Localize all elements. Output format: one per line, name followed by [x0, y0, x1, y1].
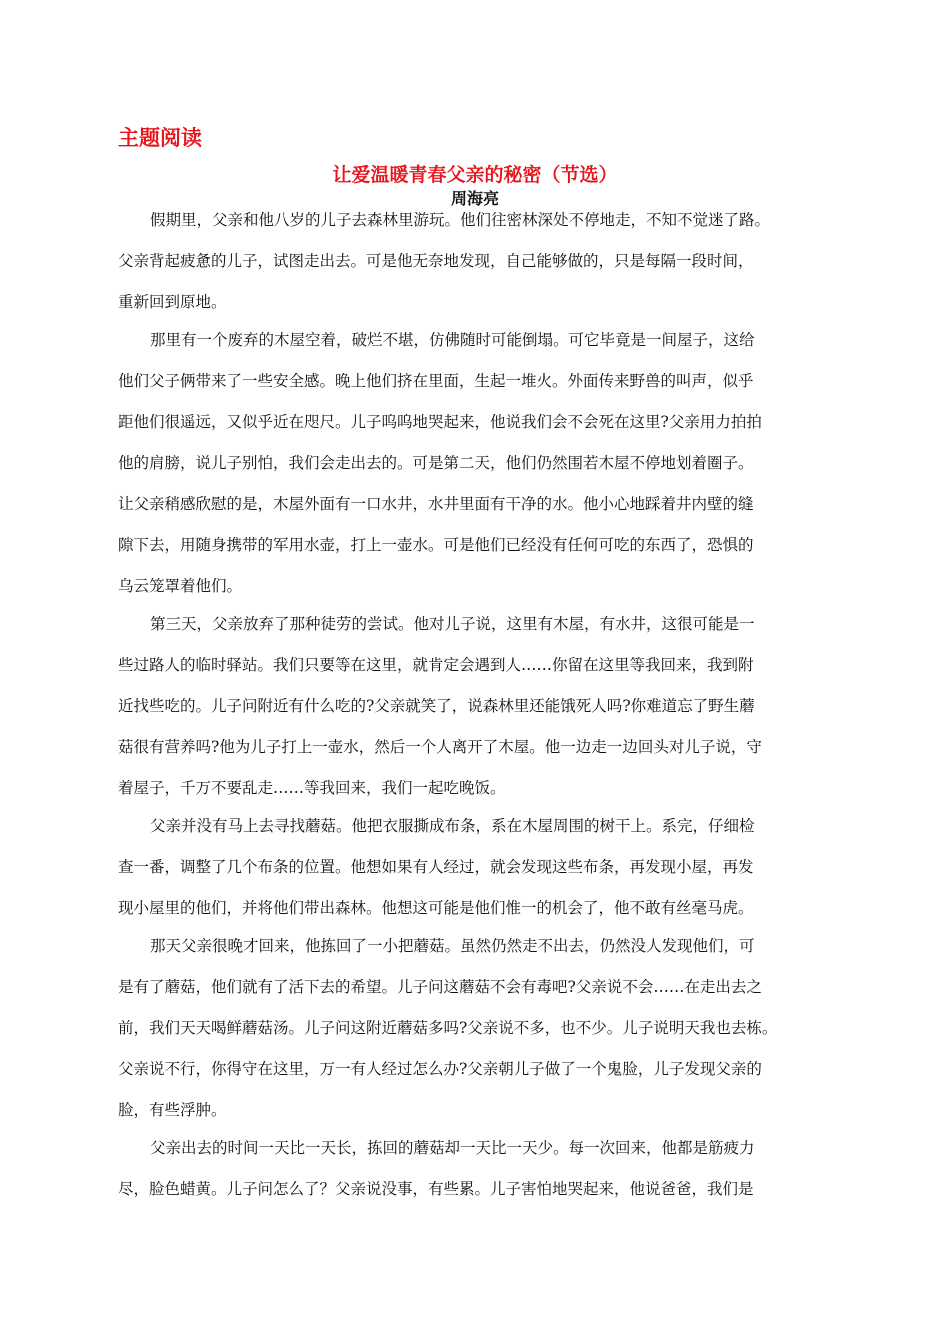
text-line: 父亲说不行，你得守在这里，万一有人经过怎么办?父亲朝儿子做了一个鬼脸，儿子发现父亲的 [118, 1060, 762, 1078]
text-line: 现小屋里的他们，并将他们带出森林。他想这可能是他们惟一的机会了，他不敢有丝毫马虎。 [118, 899, 754, 917]
text-line: 父亲并没有马上去寻找蘑菇。他把衣服撕成布条，系在木屋周围的树干上。系完，仔细检 [150, 817, 755, 835]
text-line: 让父亲稍感欣慰的是，木屋外面有一口水井，水井里面有干净的水。他小心地踩着井内壁的缝 [118, 495, 754, 513]
text-line: 脸，有些浮肿。 [118, 1101, 227, 1119]
author-name: 周海亮 [450, 189, 499, 208]
text-line: 那里有一个废弃的木屋空着，破烂不堪，仿佛随时可能倒塌。可它毕竟是一间屋子，这给 [150, 331, 755, 349]
text-line: 菇很有营养吗?他为儿子打上一壶水，然后一个人离开了木屋。他一边走一边回头对儿子说，守 [118, 738, 762, 756]
text-line: 隙下去，用随身携带的军用水壶，打上一壶水。可是他们已经没有任何可吃的东西了，恐惧的 [118, 536, 754, 554]
text-line: 前，我们天天喝鲜蘑菇汤。儿子问这附近蘑菇多吗?父亲说不多，也不少。儿子说明天我也去栋。 [118, 1019, 778, 1037]
text-line: 他们父子俩带来了一些安全感。晚上他们挤在里面，生起一堆火。外面传来野兽的叫声，似乎 [118, 372, 754, 390]
text-line: 是有了蘑菇，他们就有了活下去的希望。儿子问这蘑菇不会有毒吧?父亲说不会……在走出去之 [118, 978, 762, 996]
text-line: 些过路人的临时驿站。我们只要等在这里，就肯定会遇到人……你留在这里等我回来，我到附 [118, 656, 754, 674]
article-title: 让爱温暖青春父亲的秘密（节选） [332, 164, 618, 186]
text-line: 重新回到原地。 [118, 293, 227, 311]
text-line: 乌云笼罩着他们。 [118, 577, 243, 595]
text-line: 距他们很遥远，又似乎近在咫尺。儿子呜呜地哭起来，他说我们会不会死在这里?父亲用力拍拍 [118, 413, 762, 431]
text-line: 父亲出去的时间一天比一天长，拣回的蘑菇却一天比一天少。每一次回来，他都是筋疲力 [150, 1139, 755, 1157]
text-line: 父亲背起疲惫的儿子，试图走出去。可是他无奈地发现，自己能够做的，只是每隔一段时间， [118, 252, 754, 270]
text-line: 查一番，调整了几个布条的位置。他想如果有人经过，就会发现这些布条，再发现小屋，再发 [118, 858, 754, 876]
text-line: 假期里，父亲和他八岁的儿子去森林里游玩。他们往密林深处不停地走，不知不觉迷了路。 [150, 211, 771, 229]
section-heading: 主题阅读 [118, 126, 202, 150]
text-line: 着屋子，千万不要乱走……等我回来，我们一起吃晚饭。 [118, 779, 506, 797]
text-line: 近找些吃的。儿子问附近有什么吃的?父亲就笑了，说森林里还能饿死人吗?你难道忘了野生蘑 [118, 697, 755, 715]
text-line: 第三天，父亲放弃了那种徒劳的尝试。他对儿子说，这里有木屋，有水井，这很可能是一 [150, 615, 755, 633]
text-line: 那天父亲很晚才回来，他拣回了一小把蘑菇。虽然仍然走不出去，仍然没人发现他们，可 [150, 937, 755, 955]
text-line: 他的肩膀，说儿子别怕，我们会走出去的。可是第二天，他们仍然围若木屋不停地划着圈子。 [118, 454, 754, 472]
text-line: 尽，脸色蜡黄。儿子问怎么了？父亲说没事，有些累。儿子害怕地哭起来，他说爸爸，我们是 [118, 1180, 754, 1198]
